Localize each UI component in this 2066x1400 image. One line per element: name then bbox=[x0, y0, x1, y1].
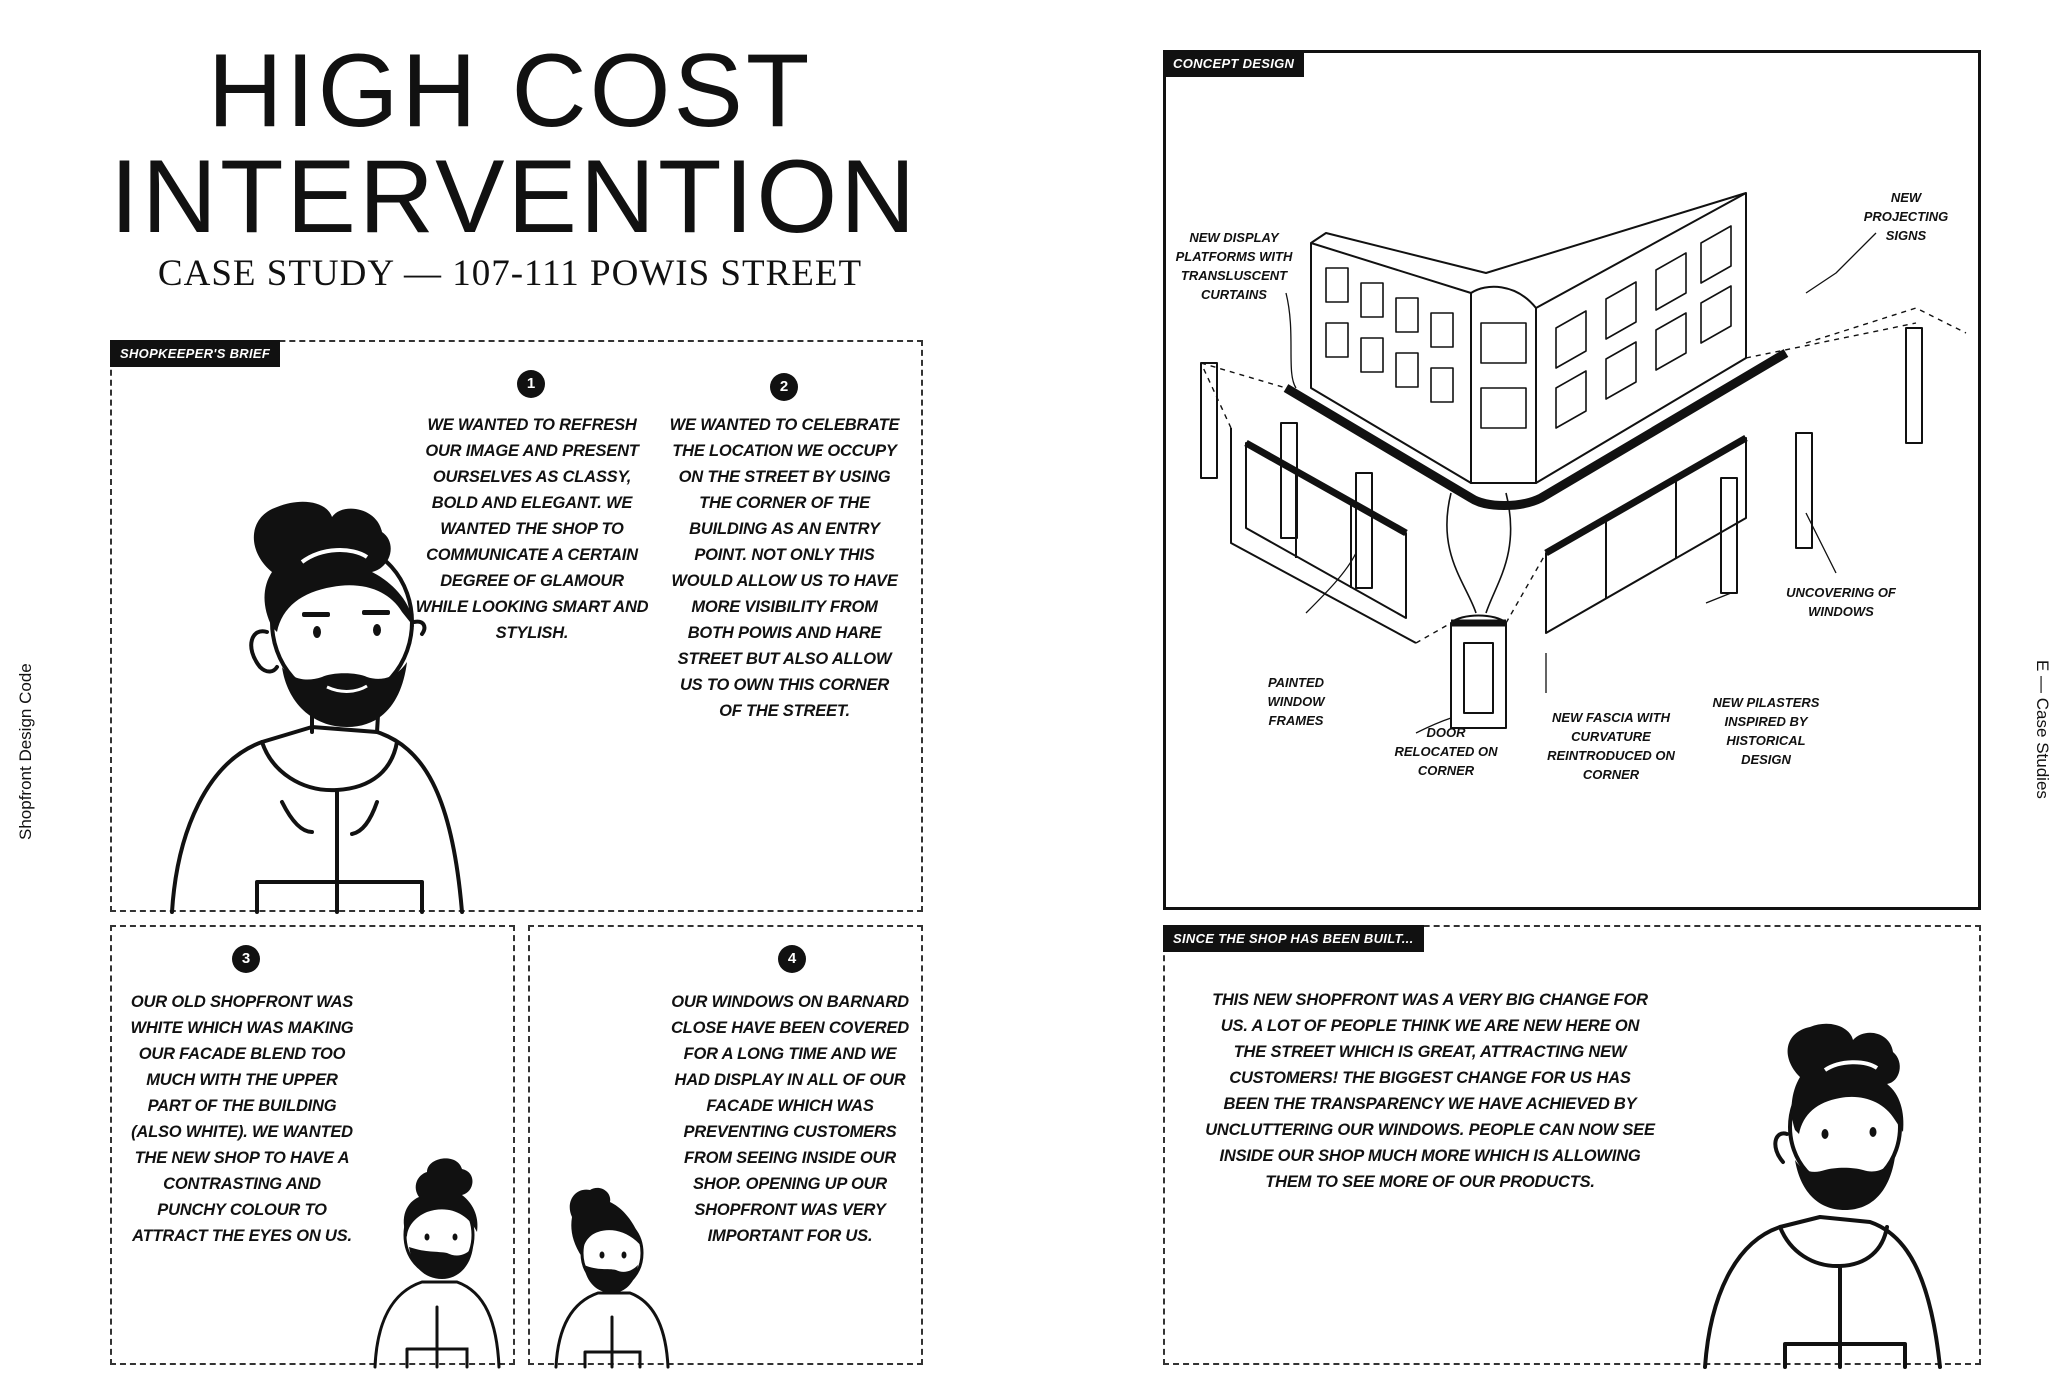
side-label-right: E — Case Studies bbox=[2033, 660, 2052, 799]
brief-item-2-text: WE WANTED TO CELEBRATE THE LOCATION WE OCCUPY ON THE STREET BY USING THE CORNER OF THE BUILDING AS AN ENTRY POINT. NOT ONLY THIS WOULD ALLOW US TO HAVE MORE VISIBILITY FROM BOTH POWIS AND HARE STREET BUT ALSO ALLOW US TO OWN THIS CORNER OF THE STREET. bbox=[669, 416, 900, 720]
brief-item-2-number: 2 bbox=[770, 373, 798, 401]
panel-4-number: 4 bbox=[778, 945, 806, 973]
annotation-projecting-signs: NEW PROJECTING SIGNS bbox=[1863, 190, 1949, 243]
panel-3-text: OUR OLD SHOPFRONT WAS WHITE WHICH WAS MAKING OUR FACADE BLEND TOO MUCH WITH THE UPPER PART OF THE BUILDING (ALSO WHITE). WE WANTED THE NEW SHOP TO HAVE A CONTRASTING AND PUNCHY COLOUR TO ATTRACT THE EYES ON US. bbox=[130, 993, 354, 1245]
brief-panel bbox=[110, 340, 923, 912]
annotation-display-platforms: NEW DISPLAY PLATFORMS WITH TRANSLUSCENT CURTAINS bbox=[1175, 230, 1293, 302]
annotation-painted-frames: PAINTED WINDOW FRAMES bbox=[1267, 675, 1325, 728]
annotation-door-relocated: DOOR RELOCATED ON CORNER bbox=[1394, 725, 1498, 778]
page-title bbox=[110, 33, 919, 255]
annotation-uncovering-windows: UNCOVERING OF WINDOWS bbox=[1786, 585, 1896, 619]
since-panel-text: THIS NEW SHOPFRONT WAS A VERY BIG CHANGE FOR US. A LOT OF PEOPLE THINK WE ARE NEW HERE ON THE STREET WHICH IS GREAT, ATTRACTING NEW CUSTOMERS! THE BIGGEST CHANGE FOR US HAS BEEN THE TRANSPARENCY WE HAVE ACHIEVED BY UNCLUTTERING OUR WINDOWS. PEOPLE CAN NOW SEE INSIDE OUR SHOP MUCH MORE WHICH IS ALLOWING THEM TO SEE MORE OF OUR PRODUCTS. bbox=[1205, 991, 1655, 1191]
since-panel-tag: SINCE THE SHOP HAS BEEN BUILT... bbox=[1163, 925, 1424, 952]
shopkeeper-reflection-illustration bbox=[1695, 1022, 1955, 1367]
panel-3-number: 3 bbox=[232, 945, 260, 973]
brief-item-1-number: 1 bbox=[517, 370, 545, 398]
page-subtitle: CASE STUDY — 107-111 POWIS STREET bbox=[157, 253, 863, 294]
shopkeeper-small-illustration-2 bbox=[550, 1187, 675, 1367]
shopfront-isometric-drawing bbox=[1186, 173, 1966, 733]
concept-panel-tag: CONCEPT DESIGN bbox=[1163, 50, 1304, 77]
since-built-panel bbox=[1163, 925, 1981, 1365]
brief-panel-tag: SHOPKEEPER'S BRIEF bbox=[110, 340, 280, 367]
panel-4-text: OUR WINDOWS ON BARNARD CLOSE HAVE BEEN COVERED FOR A LONG TIME AND WE HAD DISPLAY IN ALL OF OUR FACADE WHICH WAS PREVENTING CUSTOMERS FROM SEEING INSIDE OUR SHOP. OPENING UP OUR SHOPFRONT WAS VERY IMPORTANT FOR US. bbox=[670, 993, 910, 1245]
concept-design-panel bbox=[1163, 50, 1981, 910]
shopkeeper-small-illustration bbox=[367, 1157, 507, 1367]
brief-panel-3 bbox=[110, 925, 515, 1365]
brief-panel-4 bbox=[528, 925, 923, 1365]
annotation-new-fascia: NEW FASCIA WITH CURVATURE REINTRODUCED ON CORNER bbox=[1547, 710, 1675, 782]
annotation-new-pilasters: NEW PILASTERS INSPIRED BY HISTORICAL DESIGN bbox=[1712, 695, 1820, 767]
brief-item-1-text: WE WANTED TO REFRESH OUR IMAGE AND PRESENT OURSELVES AS CLASSY, BOLD AND ELEGANT. WE WANTED THE SHOP TO COMMUNICATE A CERTAIN DEGREE OF GLAMOUR WHILE LOOKING SMART AND STYLISH. bbox=[415, 416, 649, 642]
side-label-left: Shopfront Design Code bbox=[16, 663, 35, 840]
title-line-1: HIGH COST bbox=[207, 33, 813, 149]
title-line-2: INTERVENTION bbox=[110, 139, 919, 255]
